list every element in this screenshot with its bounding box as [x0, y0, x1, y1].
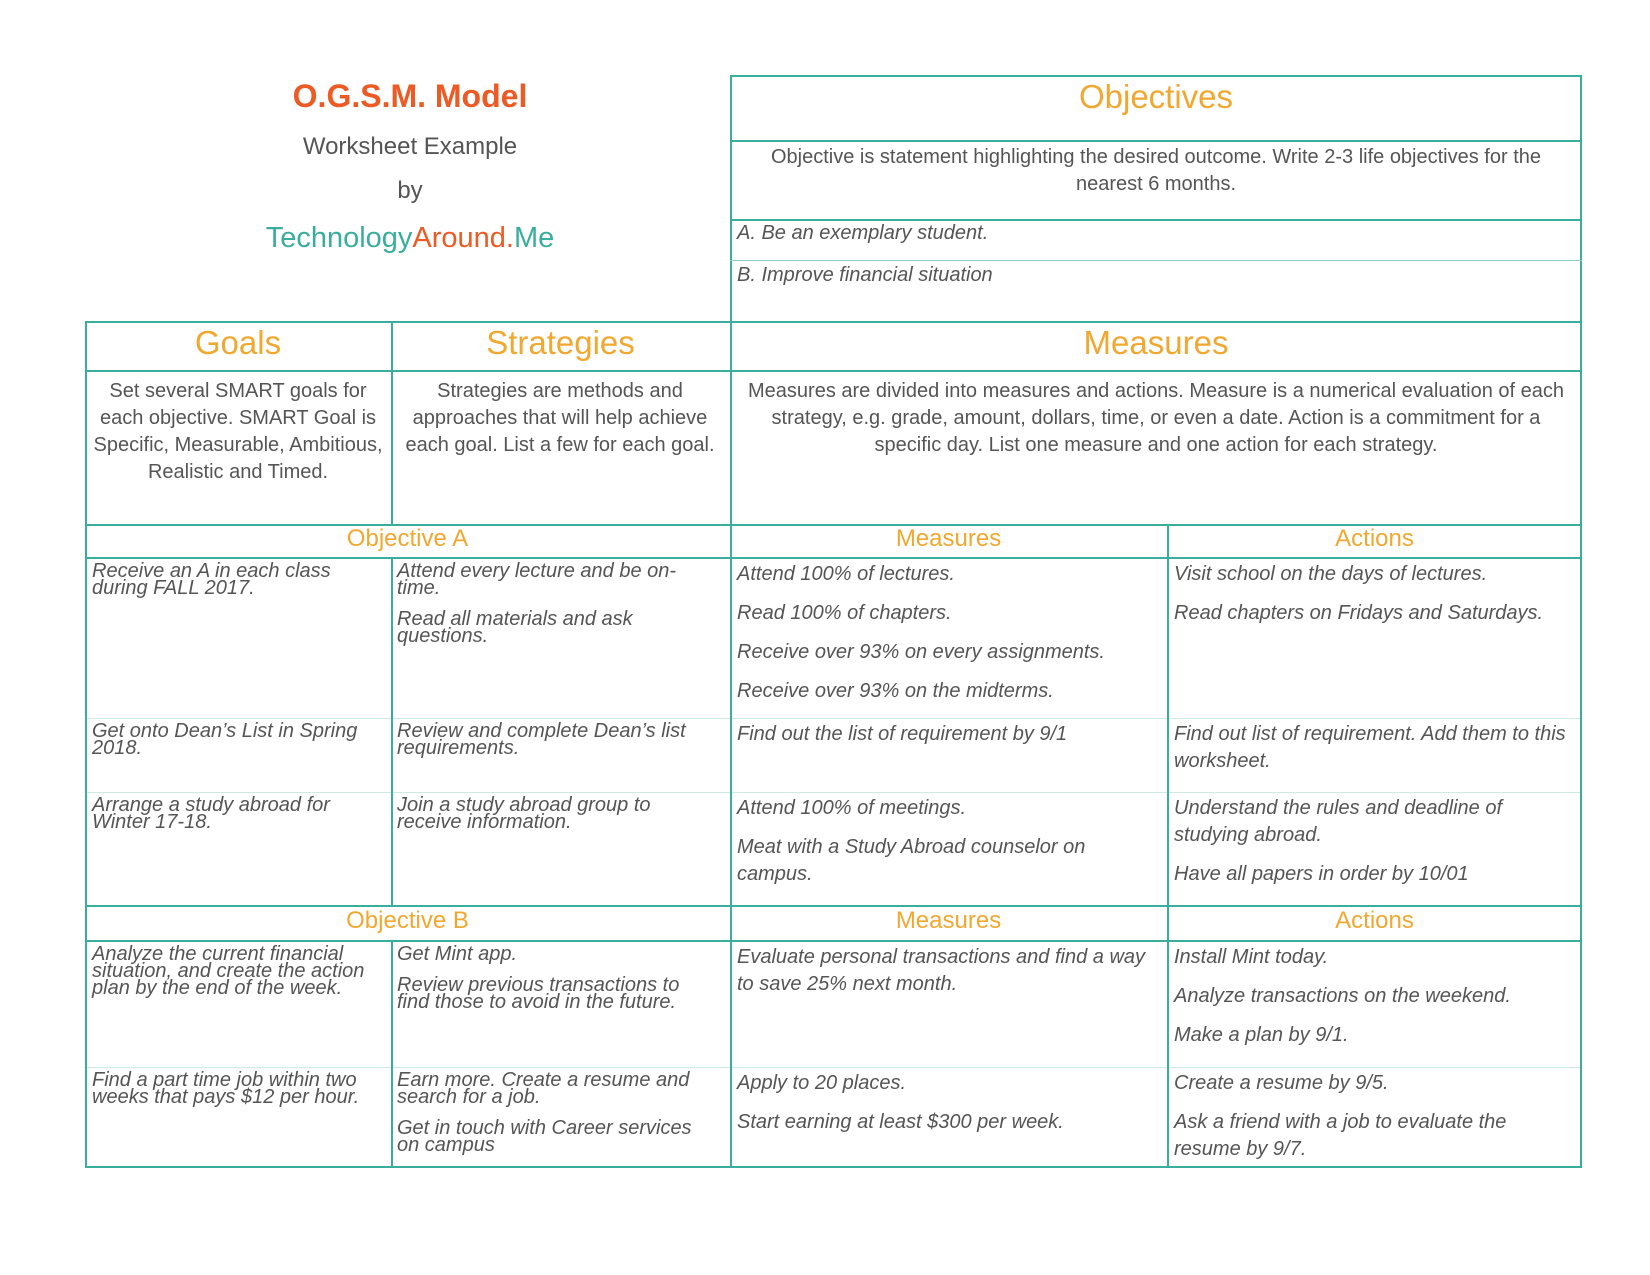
strategy-item: Read all materials and ask questions.: [397, 608, 633, 647]
strategy-item: Attend every lecture and be on-time.: [397, 560, 677, 599]
action-item: Create a resume by 9/5.: [1174, 1072, 1389, 1094]
strategy-item: Review and complete Dean’s list requirements.: [397, 720, 686, 759]
measure-item: Attend 100% of lectures.: [737, 563, 955, 585]
divider: [730, 321, 732, 1168]
objectives-heading: Objectives: [1078, 78, 1234, 115]
section-b-actions-heading: Actions: [1335, 907, 1414, 934]
action-item: Understand the rules and deadline of studying abroad.: [1174, 797, 1503, 846]
action-item: Make a plan by 9/1.: [1174, 1024, 1349, 1046]
measure-cell: [737, 561, 1157, 705]
action-item: Install Mint today.: [1174, 946, 1329, 968]
strategy-cell: [397, 1069, 717, 1156]
divider: [87, 792, 1580, 793]
strategy-cell: [397, 943, 717, 1013]
action-item: Have all papers in order by 10/01: [1174, 863, 1469, 885]
strategy-item: Review previous transactions to find those to avoid in the future.: [397, 974, 680, 1013]
divider: [1167, 524, 1169, 1168]
divider: [730, 140, 1582, 142]
objective-b-item: B. Improve financial situation: [737, 264, 993, 286]
page-subtitle: Worksheet Example: [302, 133, 518, 160]
divider: [87, 1067, 1580, 1068]
divider: [87, 718, 1580, 719]
strategy-item: Earn more. Create a resume and search for a job.: [397, 1069, 690, 1108]
measure-cell: [737, 721, 1157, 748]
strategies-heading: Strategies: [486, 324, 635, 361]
strategy-item: Get Mint app.: [397, 943, 518, 965]
goal-cell: Get onto Dean’s List in Spring 2018.: [92, 720, 358, 759]
action-item: Ask a friend with a job to evaluate the resume by 9/7.: [1174, 1111, 1507, 1160]
section-b-measures-heading: Measures: [895, 907, 1002, 934]
divider: [391, 940, 393, 1168]
measures-description: Measures are divided into measures and actions. Measure is a numerical evaluation of each strategy, e.g. grade, amount, dollars, time, or even a date. Action is a commitment for a specific day. List one measure and one action for each strategy.: [748, 380, 1564, 456]
divider: [391, 557, 393, 905]
divider: [85, 370, 1582, 372]
goals-description: Set several SMART goals for each objective. SMART Goal is Specific, Measurable, Ambitious, Realistic and Timed.: [93, 380, 383, 483]
objective-a-item: A. Be an exemplary student.: [737, 222, 989, 244]
measure-item: Evaluate personal transactions and find a way to save 25% next month.: [737, 946, 1146, 995]
measure-item: Read 100% of chapters.: [737, 602, 952, 624]
measure-item: Find out the list of requirement by 9/1: [737, 723, 1068, 745]
objective-b-heading: Objective B: [346, 907, 469, 934]
brand-part2: Around.: [412, 222, 514, 254]
divider: [85, 557, 1582, 559]
byline: by: [397, 177, 423, 204]
measures-heading: Measures: [1083, 324, 1229, 361]
action-item: Visit school on the days of lectures.: [1174, 563, 1488, 585]
brand-logo: [180, 222, 640, 255]
strategy-cell: [397, 720, 717, 759]
measure-item: Receive over 93% on every assignments.: [737, 641, 1105, 663]
measure-cell: [737, 944, 1157, 998]
action-item: Analyze transactions on the weekend.: [1174, 985, 1511, 1007]
measure-item: Apply to 20 places.: [737, 1072, 906, 1094]
strategy-item: Get in touch with Career services on campus: [397, 1117, 692, 1156]
goals-heading: Goals: [194, 324, 282, 361]
action-cell: [1174, 721, 1574, 775]
objectives-description: Objective is statement highlighting the desired outcome. Write 2-3 life objectives for the nearest 6 months.: [770, 146, 1542, 195]
measure-item: Attend 100% of meetings.: [737, 797, 967, 819]
divider: [85, 940, 1582, 942]
section-a-actions-heading: Actions: [1335, 525, 1414, 552]
goal-cell: Arrange a study abroad for Winter 17-18.: [92, 794, 330, 833]
brand-part1: Technology: [265, 222, 413, 254]
strategy-cell: [397, 560, 717, 647]
action-item: Read chapters on Fridays and Saturdays.: [1174, 602, 1544, 624]
measure-cell: [737, 795, 1157, 888]
goal-cell: Analyze the current financial situation, and create the action plan by the end of the week.: [92, 943, 365, 999]
action-cell: [1174, 944, 1574, 1049]
strategy-cell: [397, 794, 717, 833]
measure-cell: [737, 1070, 1157, 1136]
strategies-description: Strategies are methods and approaches that will help achieve each goal. List a few for each goal.: [405, 380, 715, 456]
goal-cell: Receive an A in each class during FALL 2017.: [92, 560, 331, 599]
measure-item: Receive over 93% on the midterms.: [737, 680, 1054, 702]
divider: [730, 260, 1582, 261]
measure-item: Start earning at least $300 per week.: [737, 1111, 1064, 1133]
measure-item: Meat with a Study Abroad counselor on campus.: [737, 836, 1086, 885]
brand-part3: Me: [514, 222, 555, 254]
objective-a-heading: Objective A: [346, 525, 469, 552]
action-cell: [1174, 795, 1574, 888]
action-cell: [1174, 1070, 1574, 1163]
strategy-item: Join a study abroad group to receive information.: [397, 794, 651, 833]
page-title: O.G.S.M. Model: [292, 78, 528, 114]
action-item: Find out list of requirement. Add them to this worksheet.: [1174, 723, 1566, 772]
action-cell: [1174, 561, 1574, 627]
goal-cell: Find a part time job within two weeks that pays $12 per hour.: [92, 1069, 360, 1108]
section-a-measures-heading: Measures: [895, 525, 1002, 552]
